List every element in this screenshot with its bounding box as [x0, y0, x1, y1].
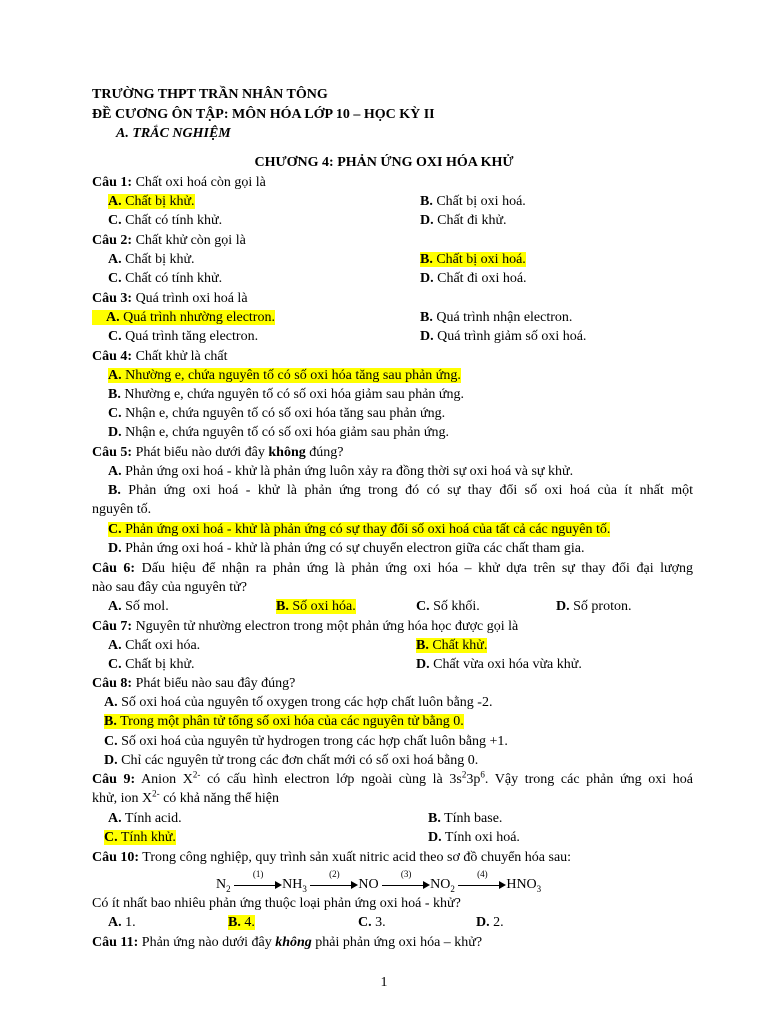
species-no2: $NO_2$ — [430, 877, 455, 894]
q9-option-d: D. Tính oxi hoá. — [428, 830, 520, 845]
q1-option-d: D. Chất đi khử. — [420, 213, 507, 228]
question-4: Câu 4: Chất khử là chất — [92, 349, 228, 364]
q4-option-a: A. Nhường e, chứa nguyên tố có số oxi hóa tăng sau phản ứng. — [108, 368, 461, 383]
q2-option-b: B. Chất bị oxi hoá. — [420, 252, 526, 267]
school-name: TRƯỜNG THPT TRẦN NHÂN TÔNG — [92, 87, 328, 102]
question-11: Câu 11: Phản ứng nào dưới đây không phải phản ứng oxi hóa – khử? — [92, 935, 483, 950]
q6-option-d: D. Số proton. — [556, 599, 632, 614]
q5-option-b: B. Phản ứng oxi hoá - khử là phản ứng trong đó có sự thay đổi số oxi hoá của ít nhất một — [108, 483, 693, 498]
q5-option-b-continued: nguyên tố. — [92, 502, 152, 517]
question-6-continued: nào sau đây của nguyên tử? — [92, 580, 247, 595]
document-title: ĐỀ CƯƠNG ÔN TẬP: MÔN HÓA LỚP 10 – HỌC KỲ II — [92, 107, 435, 122]
q2-option-d: D. Chất đi oxi hoá. — [420, 271, 527, 286]
q10-option-c: C. 3. — [358, 915, 386, 930]
chapter-heading: CHƯƠNG 4: PHẢN ỨNG OXI HÓA KHỬ — [254, 155, 514, 170]
question-10: Câu 10: Trong công nghiệp, quy trình sản xuất nitric acid theo sơ đồ chuyển hóa sau: — [92, 850, 572, 865]
arrow-3: (3) — [382, 878, 430, 892]
q6-option-b: B. Số oxi hóa. — [276, 599, 356, 614]
q7-option-d: D. Chất vừa oxi hóa vừa khử. — [416, 657, 582, 672]
q9-option-a: A. Tính acid. — [108, 811, 182, 826]
page-number: 1 — [380, 975, 388, 990]
q5-option-d: D. Phản ứng oxi hoá - khử là phản ứng có sự chuyển electron giữa các chất tham gia. — [108, 541, 585, 556]
q7-option-a: A. Chất oxi hóa. — [108, 638, 201, 653]
species-n2: $N_2$ — [216, 877, 231, 894]
q10-option-a: A. 1. — [108, 915, 136, 930]
q4-option-d: D. Nhận e, chứa nguyên tố có số oxi hóa giảm sau phản ứng. — [108, 425, 450, 440]
arrow-1: (1) — [234, 878, 282, 892]
question-7: Câu 7: Nguyên tử nhường electron trong một phản ứng hóa học được gọi là — [92, 619, 519, 634]
section-heading: A. TRẮC NGHIỆM — [116, 126, 231, 141]
q3-option-b: B. Quá trình nhận electron. — [420, 310, 573, 325]
question-2: Câu 2: Chất khử còn gọi là — [92, 233, 246, 248]
q7-option-c: C. Chất bị khử. — [108, 657, 195, 672]
q6-option-a: A. Số mol. — [108, 599, 169, 614]
reaction-scheme — [216, 868, 542, 896]
q3-option-a: A. Quá trình nhường electron. — [92, 309, 275, 327]
q6-option-c: C. Số khối. — [416, 599, 480, 614]
question-8: Câu 8: Phát biểu nào sau đây đúng? — [92, 676, 296, 691]
arrow-2: (2) — [310, 878, 358, 892]
q10-option-d: D. 2. — [476, 915, 504, 930]
q7-option-b: B. Chất khử. — [416, 638, 488, 653]
question-5: Câu 5: Phát biểu nào dưới đây không đúng? — [92, 445, 344, 460]
q8-option-b: B. Trong một phân tử tổng số oxi hóa của các nguyên tử bằng 0. — [104, 714, 464, 729]
q4-option-c: C. Nhận e, chứa nguyên tố có số oxi hóa tăng sau phản ứng. — [108, 406, 446, 421]
question-3: Câu 3: Quá trình oxi hoá là — [92, 291, 248, 306]
q3-option-c: C. Quá trình tăng electron. — [108, 329, 259, 344]
q8-option-a: A. Số oxi hoá của nguyên tố oxygen trong các hợp chất luôn bằng -2. — [104, 695, 493, 710]
q9-option-b: B. Tính base. — [428, 811, 503, 826]
q9-option-c: C. Tính khử. — [104, 830, 176, 845]
q2-option-a: A. Chất bị khử. — [108, 252, 195, 267]
species-nh3: $NH_3$ — [282, 877, 307, 894]
question-10-continued: Có ít nhất bao nhiêu phản ứng thuộc loại phản ứng oxi hoá - khử? — [92, 896, 461, 911]
species-hno3: $HNO_3$ — [506, 877, 542, 894]
question-6: Câu 6: Dấu hiệu để nhận ra phản ứng là phản ứng oxi hóa – khử dựa trên sự thay đổi đại lượng — [92, 561, 693, 576]
question-1: Câu 1: Chất oxi hoá còn gọi là — [92, 175, 266, 190]
q1-option-a: A. Chất bị khử. — [108, 194, 195, 209]
q8-option-d: D. Chỉ các nguyên tử trong các đơn chất mới có số oxi hoá bằng 0. — [104, 753, 479, 768]
q10-option-b: B. 4. — [228, 915, 255, 930]
q5-option-c: C. Phản ứng oxi hoá - khử là phản ứng có sự thay đổi số oxi hoá của tất cả các nguyên tố. — [108, 522, 611, 537]
species-no: NO — [358, 877, 379, 892]
q2-option-c: C. Chất có tính khử. — [108, 271, 223, 286]
question-9-continued: khử, ion $X^{2-}$ có khả năng thể hiện — [92, 788, 279, 806]
question-9: Câu 9: Anion $X^{2-}$ có cấu hình electron lớp ngoài cùng là $3s^23p^6$. Vậy trong các phản ứng oxi hoá — [92, 769, 694, 787]
arrow-4: (4) — [458, 878, 506, 892]
q5-option-a: A. Phản ứng oxi hoá - khử là phản ứng luôn xảy ra đồng thời sự oxi hoá và sự khử. — [108, 464, 574, 479]
q1-option-c: C. Chất có tính khử. — [108, 213, 223, 228]
q4-option-b: B. Nhường e, chứa nguyên tố có số oxi hóa giảm sau phản ứng. — [108, 387, 465, 402]
q3-option-d: D. Quá trình giảm số oxi hoá. — [420, 329, 587, 344]
q8-option-c: C. Số oxi hoá của nguyên tử hydrogen trong các hợp chất luôn bằng +1. — [104, 734, 508, 749]
q1-option-b: B. Chất bị oxi hoá. — [420, 194, 526, 209]
